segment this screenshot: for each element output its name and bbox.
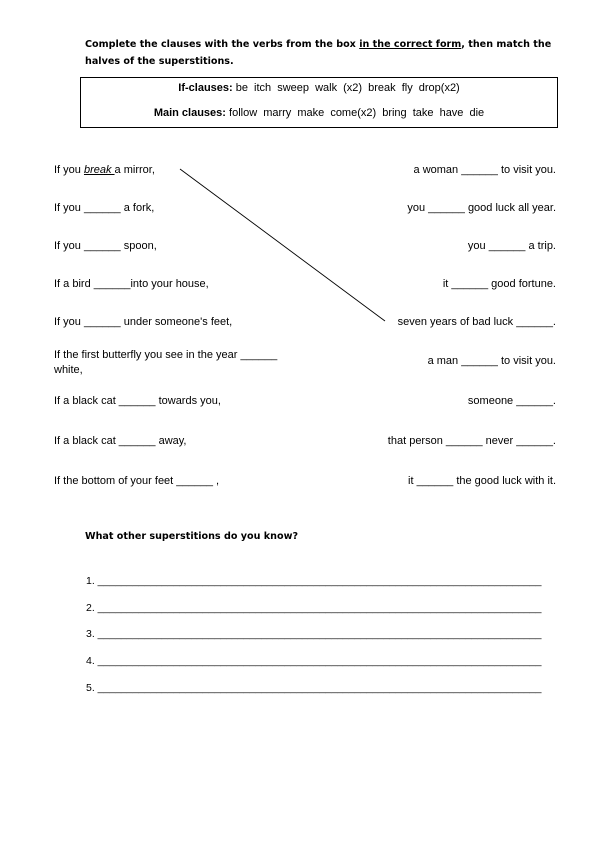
right-clause-7: someone ______. (467, 395, 556, 407)
right-clause-4: it ______ good fortune. (442, 278, 556, 290)
right-clause-9: it ______ the good luck with it. (408, 475, 556, 487)
left-clause-2: If you ______ a fork, (54, 202, 155, 214)
right-clause-2: you ______ good luck all year. (407, 202, 556, 214)
left-clause-3: If you ______ spoon, (54, 240, 157, 252)
filled-answer: break (83, 164, 115, 176)
question-heading: What other superstitions do you know? (85, 531, 299, 542)
instructions-underlined: in the correct form (359, 39, 462, 50)
match-connector (180, 169, 385, 321)
left-clause-1: If you break a mirror, (54, 164, 155, 176)
right-clause-5: seven years of bad luck ______. (397, 316, 556, 328)
main-clauses-words: follow marry make come(x2) bring take have die (229, 107, 485, 119)
answer-line-4[interactable]: 4. ____________________________________________________________________________ (86, 655, 542, 667)
right-clause-8: that person ______ never ______. (387, 435, 556, 447)
right-clause-1: a woman ______ to visit you. (413, 164, 556, 176)
answer-line-2[interactable]: 2. ____________________________________________________________________________ (86, 602, 542, 614)
answer-line-3[interactable]: 3. ____________________________________________________________________________ (86, 628, 542, 640)
answer-line-1[interactable]: 1. ____________________________________________________________________________ (86, 575, 542, 587)
if-clauses-label: If-clauses: (178, 82, 233, 94)
main-clauses-label: Main clauses: (153, 107, 226, 119)
right-clause-3: you ______ a trip. (467, 240, 556, 252)
left-clause-9: If the bottom of your feet ______ , (54, 475, 220, 487)
instructions-text-2: , then match the halves of the superstitions. (85, 39, 552, 67)
left-clause-6: If the first butterfly you see in the year ______ white, (54, 349, 278, 376)
instructions-text-1: Complete the clauses with the verbs from the box (85, 39, 360, 50)
if-clauses-words: be itch sweep walk (x2) break fly drop(x2) (235, 82, 460, 94)
left-clause-7: If a black cat ______ towards you, (54, 395, 221, 407)
right-clause-6: a man ______ to visit you. (427, 355, 556, 367)
left-clause-4: If a bird ______into your house, (54, 278, 209, 290)
left-clause-5: If you ______ under someone's feet, (54, 316, 233, 328)
answer-line-5[interactable]: 5. ____________________________________________________________________________ (86, 682, 542, 694)
left-clause-8: If a black cat ______ away, (54, 435, 187, 447)
